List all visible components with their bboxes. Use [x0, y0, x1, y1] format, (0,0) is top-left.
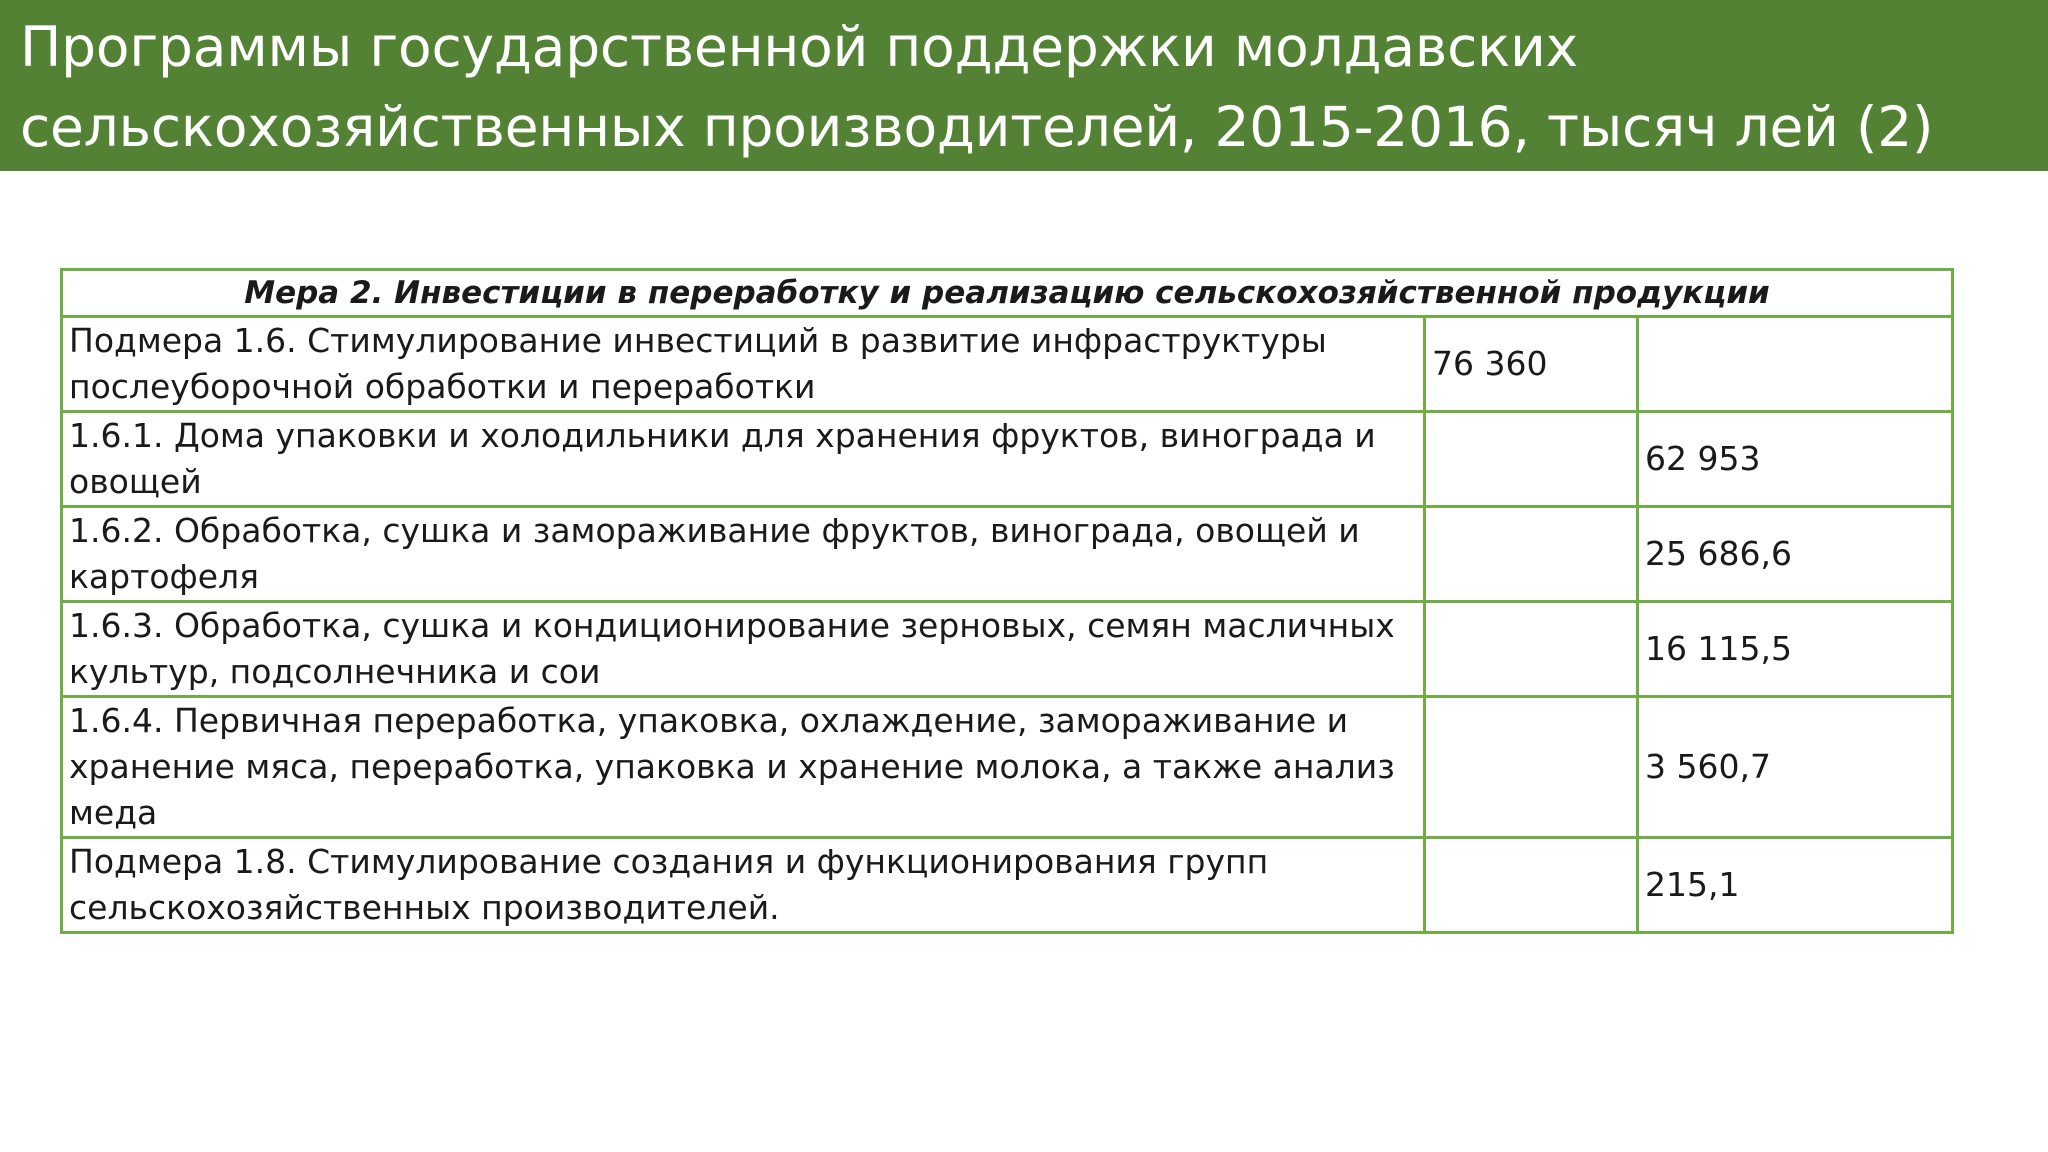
row-description: 1.6.3. Обработка, сушка и кондиционирование зерновых, семян масличных культур, подсолнечника и сои: [62, 602, 1425, 697]
row-value-2016: 3 560,7: [1638, 697, 1953, 838]
row-value-2015: [1425, 838, 1638, 933]
row-value-2015: [1425, 507, 1638, 602]
row-value-2016: 215,1: [1638, 838, 1953, 933]
table-row: [62, 507, 1953, 602]
table-row: [62, 838, 1953, 933]
row-value-2016: 25 686,6: [1638, 507, 1953, 602]
table-row: [62, 317, 1953, 412]
table-row: [62, 412, 1953, 507]
row-value-2015: [1425, 697, 1638, 838]
row-description: Подмера 1.6. Стимулирование инвестиций в развитие инфраструктуры послеуборочной обработки и переработки: [62, 317, 1425, 412]
row-value-2015: [1425, 602, 1638, 697]
table-heading-row: [62, 270, 1953, 317]
row-value-2015: 76 360: [1425, 317, 1638, 412]
table-heading: Мера 2. Инвестиции в переработку и реализацию сельскохозяйственной продукции: [62, 270, 1953, 317]
table-row: [62, 602, 1953, 697]
row-value-2016: 16 115,5: [1638, 602, 1953, 697]
row-description: 1.6.1. Дома упаковки и холодильники для хранения фруктов, винограда и овощей: [62, 412, 1425, 507]
support-programs-table: [60, 268, 1954, 934]
slide-title-line-1: Программы государственной поддержки молдавских: [20, 15, 1579, 79]
row-description: Подмера 1.8. Стимулирование создания и функционирования групп сельскохозяйственных производителей.: [62, 838, 1425, 933]
row-value-2016: 62 953: [1638, 412, 1953, 507]
row-value-2016: [1638, 317, 1953, 412]
row-value-2015: [1425, 412, 1638, 507]
row-description: 1.6.4. Первичная переработка, упаковка, охлаждение, замораживание и хранение мяса, переработка, упаковка и хранение молока, а также анализ меда: [62, 697, 1425, 838]
slide-title-line-2: сельскохозяйственных производителей, 2015-2016, тысяч лей (2): [20, 95, 1934, 159]
table-row: [62, 697, 1953, 838]
row-description: 1.6.2. Обработка, сушка и замораживание фруктов, винограда, овощей и картофеля: [62, 507, 1425, 602]
title-bar: [0, 0, 2048, 171]
